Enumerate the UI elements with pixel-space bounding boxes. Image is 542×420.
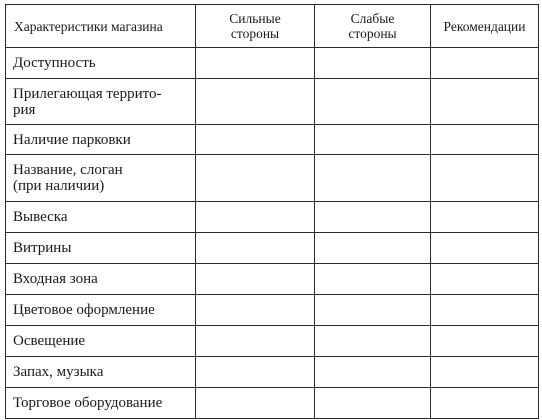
row-label-line: Витрины bbox=[13, 240, 72, 256]
row-label bbox=[6, 155, 196, 202]
recommendations-cell bbox=[431, 388, 539, 419]
row-label-line: Входная зона bbox=[13, 271, 98, 287]
row-label-line: Цветовое оформление bbox=[13, 302, 155, 318]
store-characteristics-table bbox=[5, 4, 539, 419]
strengths-cell bbox=[196, 125, 315, 155]
strengths-cell bbox=[196, 233, 315, 264]
table-row bbox=[6, 233, 539, 264]
row-label bbox=[6, 233, 196, 264]
row-label bbox=[6, 388, 196, 419]
table-row bbox=[6, 155, 539, 202]
header-recommendations: Рекомендации bbox=[431, 5, 539, 48]
table-row bbox=[6, 125, 539, 155]
weaknesses-cell bbox=[315, 233, 431, 264]
strengths-cell bbox=[196, 202, 315, 233]
recommendations-cell bbox=[431, 202, 539, 233]
table-row bbox=[6, 326, 539, 357]
header-strengths-line2: стороны bbox=[230, 26, 280, 41]
recommendations-cell bbox=[431, 48, 539, 79]
header-row bbox=[6, 5, 539, 48]
strengths-cell bbox=[196, 326, 315, 357]
weaknesses-cell bbox=[315, 202, 431, 233]
row-label bbox=[6, 125, 196, 155]
weaknesses-cell bbox=[315, 48, 431, 79]
header-strengths-line1: Сильные bbox=[229, 11, 281, 26]
weaknesses-cell bbox=[315, 388, 431, 419]
row-label-line: Название, слоган bbox=[13, 162, 123, 178]
header-strengths bbox=[196, 5, 315, 48]
recommendations-cell bbox=[431, 357, 539, 388]
weaknesses-cell bbox=[315, 326, 431, 357]
strengths-cell bbox=[196, 357, 315, 388]
row-label bbox=[6, 357, 196, 388]
strengths-cell bbox=[196, 264, 315, 295]
weaknesses-cell bbox=[315, 295, 431, 326]
weaknesses-cell bbox=[315, 357, 431, 388]
weaknesses-cell bbox=[315, 79, 431, 125]
strengths-cell bbox=[196, 295, 315, 326]
row-label-line: Запах, музыка bbox=[13, 364, 104, 380]
strengths-cell bbox=[196, 155, 315, 202]
row-label bbox=[6, 48, 196, 79]
header-characteristics: Характеристики магазина bbox=[6, 5, 196, 48]
row-label-line: Освещение bbox=[13, 333, 86, 349]
header-weaknesses-line2: стороны bbox=[348, 26, 397, 41]
row-label-line: Доступность bbox=[13, 55, 96, 71]
row-label-line: Торговое оборудование bbox=[13, 395, 163, 411]
recommendations-cell bbox=[431, 233, 539, 264]
row-label bbox=[6, 326, 196, 357]
weaknesses-cell bbox=[315, 155, 431, 202]
strengths-cell bbox=[196, 48, 315, 79]
row-label bbox=[6, 264, 196, 295]
table-row bbox=[6, 48, 539, 79]
table-row bbox=[6, 79, 539, 125]
header-weaknesses bbox=[315, 5, 431, 48]
row-label-line: Наличие парковки bbox=[13, 131, 131, 148]
store-analysis-sheet bbox=[5, 4, 538, 415]
recommendations-cell bbox=[431, 264, 539, 295]
recommendations-cell bbox=[431, 295, 539, 326]
recommendations-cell bbox=[431, 326, 539, 357]
row-label bbox=[6, 79, 196, 125]
table-row bbox=[6, 295, 539, 326]
table-row bbox=[6, 264, 539, 295]
table-row bbox=[6, 388, 539, 419]
weaknesses-cell bbox=[315, 125, 431, 155]
header-weaknesses-line1: Слабые bbox=[350, 11, 395, 26]
strengths-cell bbox=[196, 388, 315, 419]
weaknesses-cell bbox=[315, 264, 431, 295]
row-label bbox=[6, 202, 196, 233]
row-label bbox=[6, 295, 196, 326]
table-row bbox=[6, 357, 539, 388]
recommendations-cell bbox=[431, 79, 539, 125]
strengths-cell bbox=[196, 79, 315, 125]
recommendations-cell bbox=[431, 125, 539, 155]
recommendations-cell bbox=[431, 155, 539, 202]
row-label-line: (при наличии) bbox=[13, 178, 105, 194]
row-label-line: рия bbox=[13, 101, 36, 118]
row-label-line: Вывеска bbox=[13, 209, 68, 225]
row-label-line: Прилегающая террито- bbox=[13, 85, 162, 102]
table-row bbox=[6, 202, 539, 233]
